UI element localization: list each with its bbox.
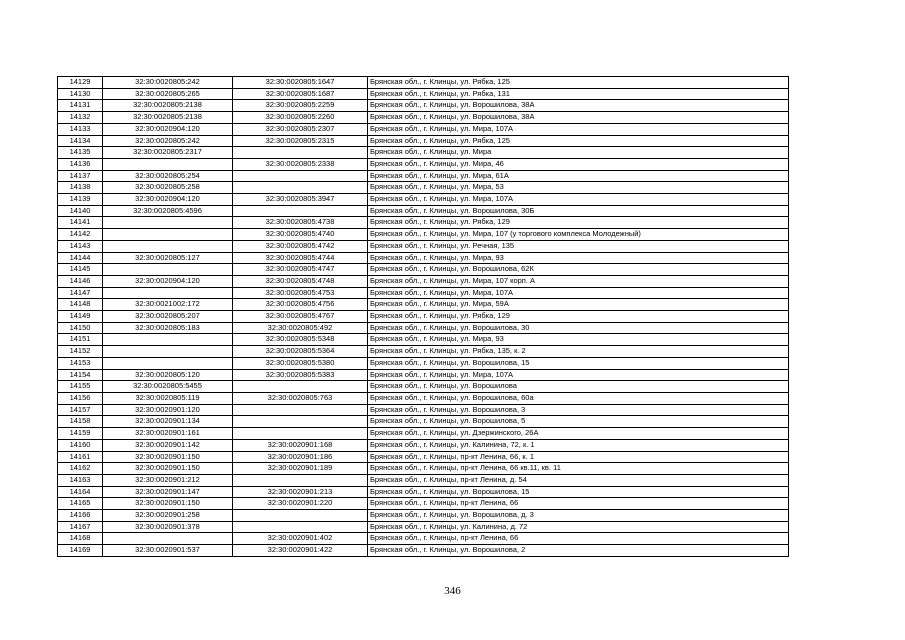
- land-cadastral-number-cell: 32:30:0020805:254: [103, 170, 233, 182]
- land-cadastral-number-cell: 32:30:0020901:212: [103, 474, 233, 486]
- row-number-cell: 14132: [58, 112, 103, 124]
- land-cadastral-number-cell: 32:30:0020904:120: [103, 123, 233, 135]
- building-cadastral-number-cell: 32:30:0020805:4742: [233, 240, 368, 252]
- land-cadastral-number-cell: 32:30:0020901:147: [103, 486, 233, 498]
- row-number-cell: 14160: [58, 439, 103, 451]
- table-row: [58, 463, 789, 475]
- address-cell: Брянская обл., г. Клинцы, ул. Мира: [368, 147, 789, 159]
- address-cell: Брянская обл., г. Клинцы, ул. Ворошилова, д. 3: [368, 510, 789, 522]
- land-cadastral-number-cell: 32:30:0020805:265: [103, 88, 233, 100]
- row-number-cell: 14164: [58, 486, 103, 498]
- address-cell: Брянская обл., г. Клинцы, ул. Рябка, 135, к. 2: [368, 346, 789, 358]
- land-cadastral-number-cell: 32:30:0020901:150: [103, 498, 233, 510]
- row-number-cell: 14158: [58, 416, 103, 428]
- building-cadastral-number-cell: [233, 510, 368, 522]
- building-cadastral-number-cell: [233, 428, 368, 440]
- land-cadastral-number-cell: [103, 533, 233, 545]
- land-cadastral-number-cell: 32:30:0020901:161: [103, 428, 233, 440]
- address-cell: Брянская обл., г. Клинцы, ул. Мира, 107А: [368, 287, 789, 299]
- table-row: [58, 88, 789, 100]
- row-number-cell: 14135: [58, 147, 103, 159]
- table-row: [58, 428, 789, 440]
- table-row: [58, 416, 789, 428]
- building-cadastral-number-cell: 32:30:0020805:492: [233, 322, 368, 334]
- address-cell: Брянская обл., г. Клинцы, ул. Ворошилова, 38А: [368, 112, 789, 124]
- land-cadastral-number-cell: [103, 334, 233, 346]
- building-cadastral-number-cell: 32:30:0020805:1687: [233, 88, 368, 100]
- row-number-cell: 14166: [58, 510, 103, 522]
- address-cell: Брянская обл., г. Клинцы, ул. Мира, 107А: [368, 123, 789, 135]
- row-number-cell: 14141: [58, 217, 103, 229]
- row-number-cell: 14130: [58, 88, 103, 100]
- land-cadastral-number-cell: 32:30:0020901:134: [103, 416, 233, 428]
- building-cadastral-number-cell: 32:30:0020805:4747: [233, 264, 368, 276]
- row-number-cell: 14131: [58, 100, 103, 112]
- land-cadastral-number-cell: 32:30:0020901:537: [103, 545, 233, 557]
- row-number-cell: 14143: [58, 240, 103, 252]
- table-row: [58, 392, 789, 404]
- table-row: [58, 158, 789, 170]
- table-row: [58, 322, 789, 334]
- address-cell: Брянская обл., г. Клинцы, ул. Ворошилова, 38А: [368, 100, 789, 112]
- address-cell: Брянская обл., г. Клинцы, ул. Ворошилова, 3: [368, 404, 789, 416]
- row-number-cell: 14134: [58, 135, 103, 147]
- table-row: [58, 217, 789, 229]
- address-cell: Брянская обл., г. Клинцы, ул. Ворошилова, 15: [368, 357, 789, 369]
- table-row: [58, 439, 789, 451]
- land-cadastral-number-cell: 32:30:0020805:5455: [103, 381, 233, 393]
- building-cadastral-number-cell: 32:30:0020805:5348: [233, 334, 368, 346]
- building-cadastral-number-cell: 32:30:0020805:2338: [233, 158, 368, 170]
- building-cadastral-number-cell: [233, 416, 368, 428]
- address-cell: Брянская обл., г. Клинцы, ул. Рябка, 129: [368, 311, 789, 323]
- land-cadastral-number-cell: 32:30:0020805:242: [103, 77, 233, 89]
- address-cell: Брянская обл., г. Клинцы, пр-кт Ленина, 66: [368, 498, 789, 510]
- building-cadastral-number-cell: [233, 205, 368, 217]
- address-cell: Брянская обл., г. Клинцы, ул. Мира, 107А: [368, 194, 789, 206]
- address-cell: Брянская обл., г. Клинцы, ул. Калинина, 72, к. 1: [368, 439, 789, 451]
- registry-body: [58, 77, 789, 557]
- table-row: [58, 451, 789, 463]
- building-cadastral-number-cell: 32:30:0020805:2259: [233, 100, 368, 112]
- land-cadastral-number-cell: [103, 217, 233, 229]
- table-row: [58, 182, 789, 194]
- row-number-cell: 14142: [58, 229, 103, 241]
- land-cadastral-number-cell: 32:30:0020901:150: [103, 463, 233, 475]
- table-row: [58, 474, 789, 486]
- building-cadastral-number-cell: 32:30:0020805:5383: [233, 369, 368, 381]
- building-cadastral-number-cell: 32:30:0020805:4753: [233, 287, 368, 299]
- table-row: [58, 100, 789, 112]
- land-cadastral-number-cell: 32:30:0020805:207: [103, 311, 233, 323]
- row-number-cell: 14150: [58, 322, 103, 334]
- address-cell: Брянская обл., г. Клинцы, ул. Ворошилова, 30Б: [368, 205, 789, 217]
- address-cell: Брянская обл., г. Клинцы, ул. Ворошилова, 60а: [368, 392, 789, 404]
- row-number-cell: 14162: [58, 463, 103, 475]
- address-cell: Брянская обл., г. Клинцы, ул. Рябка, 125: [368, 135, 789, 147]
- building-cadastral-number-cell: 32:30:0020805:4740: [233, 229, 368, 241]
- building-cadastral-number-cell: 32:30:0020805:763: [233, 392, 368, 404]
- address-cell: Брянская обл., г. Клинцы, ул. Ворошилова: [368, 381, 789, 393]
- address-cell: Брянская обл., г. Клинцы, ул. Ворошилова, 2: [368, 545, 789, 557]
- building-cadastral-number-cell: 32:30:0020901:189: [233, 463, 368, 475]
- row-number-cell: 14136: [58, 158, 103, 170]
- building-cadastral-number-cell: 32:30:0020805:4738: [233, 217, 368, 229]
- land-cadastral-number-cell: [103, 240, 233, 252]
- address-cell: Брянская обл., г. Клинцы, ул. Калинина, д. 72: [368, 521, 789, 533]
- row-number-cell: 14169: [58, 545, 103, 557]
- land-cadastral-number-cell: 32:30:0020901:120: [103, 404, 233, 416]
- land-cadastral-number-cell: 32:30:0020805:2138: [103, 112, 233, 124]
- building-cadastral-number-cell: 32:30:0020901:186: [233, 451, 368, 463]
- address-cell: Брянская обл., г. Клинцы, пр-кт Ленина, 66 кв.11, кв. 11: [368, 463, 789, 475]
- row-number-cell: 14155: [58, 381, 103, 393]
- table-row: [58, 545, 789, 557]
- row-number-cell: 14161: [58, 451, 103, 463]
- table-row: [58, 264, 789, 276]
- land-cadastral-number-cell: 32:30:0020901:378: [103, 521, 233, 533]
- building-cadastral-number-cell: 32:30:0020805:1647: [233, 77, 368, 89]
- row-number-cell: 14157: [58, 404, 103, 416]
- table-row: [58, 287, 789, 299]
- table-row: [58, 357, 789, 369]
- land-cadastral-number-cell: 32:30:0020805:183: [103, 322, 233, 334]
- building-cadastral-number-cell: [233, 182, 368, 194]
- address-cell: Брянская обл., г. Клинцы, пр-кт Ленина, 66: [368, 533, 789, 545]
- building-cadastral-number-cell: 32:30:0020901:422: [233, 545, 368, 557]
- row-number-cell: 14137: [58, 170, 103, 182]
- address-cell: Брянская обл., г. Клинцы, ул. Мира, 46: [368, 158, 789, 170]
- address-cell: Брянская обл., г. Клинцы, ул. Мира, 93: [368, 334, 789, 346]
- building-cadastral-number-cell: 32:30:0020901:168: [233, 439, 368, 451]
- building-cadastral-number-cell: [233, 381, 368, 393]
- land-cadastral-number-cell: 32:30:0020904:120: [103, 275, 233, 287]
- row-number-cell: 14153: [58, 357, 103, 369]
- table-row: [58, 147, 789, 159]
- table-row: [58, 135, 789, 147]
- address-cell: Брянская обл., г. Клинцы, ул. Мира, 107 корп. А: [368, 275, 789, 287]
- address-cell: Брянская обл., г. Клинцы, ул. Мира, 107А: [368, 369, 789, 381]
- page-number: 346: [444, 585, 461, 597]
- row-number-cell: 14140: [58, 205, 103, 217]
- land-cadastral-number-cell: [103, 229, 233, 241]
- land-cadastral-number-cell: 32:30:0020805:119: [103, 392, 233, 404]
- building-cadastral-number-cell: 32:30:0020805:2315: [233, 135, 368, 147]
- land-cadastral-number-cell: [103, 287, 233, 299]
- land-cadastral-number-cell: [103, 357, 233, 369]
- table-row: [58, 510, 789, 522]
- row-number-cell: 14165: [58, 498, 103, 510]
- row-number-cell: 14149: [58, 311, 103, 323]
- building-cadastral-number-cell: [233, 404, 368, 416]
- table-row: [58, 170, 789, 182]
- address-cell: Брянская обл., г. Клинцы, ул. Рябка, 131: [368, 88, 789, 100]
- table-row: [58, 486, 789, 498]
- row-number-cell: 14147: [58, 287, 103, 299]
- building-cadastral-number-cell: 32:30:0020805:4756: [233, 299, 368, 311]
- land-cadastral-number-cell: [103, 158, 233, 170]
- row-number-cell: 14163: [58, 474, 103, 486]
- land-cadastral-number-cell: 32:30:0020901:142: [103, 439, 233, 451]
- building-cadastral-number-cell: [233, 521, 368, 533]
- table-row: [58, 194, 789, 206]
- table-row: [58, 299, 789, 311]
- row-number-cell: 14152: [58, 346, 103, 358]
- address-cell: Брянская обл., г. Клинцы, пр-кт Ленина, 66, к. 1: [368, 451, 789, 463]
- land-cadastral-number-cell: 32:30:0020904:120: [103, 194, 233, 206]
- land-cadastral-number-cell: 32:30:0020805:120: [103, 369, 233, 381]
- building-cadastral-number-cell: 32:30:0020805:4767: [233, 311, 368, 323]
- land-cadastral-number-cell: [103, 264, 233, 276]
- table-row: [58, 123, 789, 135]
- building-cadastral-number-cell: 32:30:0020805:4744: [233, 252, 368, 264]
- building-cadastral-number-cell: 32:30:0020805:2260: [233, 112, 368, 124]
- row-number-cell: 14133: [58, 123, 103, 135]
- address-cell: Брянская обл., г. Клинцы, ул. Ворошилова, 5: [368, 416, 789, 428]
- land-cadastral-number-cell: 32:30:0020805:2317: [103, 147, 233, 159]
- building-cadastral-number-cell: 32:30:0020805:3947: [233, 194, 368, 206]
- row-number-cell: 14146: [58, 275, 103, 287]
- table-row: [58, 369, 789, 381]
- address-cell: Брянская обл., г. Клинцы, ул. Речная, 135: [368, 240, 789, 252]
- table-row: [58, 311, 789, 323]
- table-row: [58, 498, 789, 510]
- address-cell: Брянская обл., г. Клинцы, пр-кт Ленина, д. 54: [368, 474, 789, 486]
- address-cell: Брянская обл., г. Клинцы, ул. Ворошилова, 15: [368, 486, 789, 498]
- land-cadastral-number-cell: 32:30:0020805:2138: [103, 100, 233, 112]
- land-cadastral-number-cell: 32:30:0020805:242: [103, 135, 233, 147]
- row-number-cell: 14156: [58, 392, 103, 404]
- row-number-cell: 14159: [58, 428, 103, 440]
- building-cadastral-number-cell: 32:30:0020901:213: [233, 486, 368, 498]
- building-cadastral-number-cell: 32:30:0020805:4748: [233, 275, 368, 287]
- building-cadastral-number-cell: 32:30:0020901:220: [233, 498, 368, 510]
- row-number-cell: 14148: [58, 299, 103, 311]
- table-row: [58, 381, 789, 393]
- address-cell: Брянская обл., г. Клинцы, ул. Мира, 93: [368, 252, 789, 264]
- land-cadastral-number-cell: 32:30:0020805:258: [103, 182, 233, 194]
- land-cadastral-number-cell: 32:30:0020901:258: [103, 510, 233, 522]
- table-row: [58, 77, 789, 89]
- address-cell: Брянская обл., г. Клинцы, ул. Ворошилова, 30: [368, 322, 789, 334]
- land-cadastral-number-cell: 32:30:0020805:127: [103, 252, 233, 264]
- table-row: [58, 521, 789, 533]
- building-cadastral-number-cell: [233, 147, 368, 159]
- building-cadastral-number-cell: [233, 170, 368, 182]
- address-cell: Брянская обл., г. Клинцы, ул. Мира, 61А: [368, 170, 789, 182]
- land-cadastral-number-cell: 32:30:0020901:150: [103, 451, 233, 463]
- address-cell: Брянская обл., г. Клинцы, ул. Ворошилова, 62К: [368, 264, 789, 276]
- table-row: [58, 112, 789, 124]
- land-cadastral-number-cell: 32:30:0021002:172: [103, 299, 233, 311]
- row-number-cell: 14139: [58, 194, 103, 206]
- address-cell: Брянская обл., г. Клинцы, ул. Мира, 59А: [368, 299, 789, 311]
- table-row: [58, 240, 789, 252]
- address-cell: Брянская обл., г. Клинцы, ул. Рябка, 125: [368, 77, 789, 89]
- row-number-cell: 14167: [58, 521, 103, 533]
- land-cadastral-number-cell: [103, 346, 233, 358]
- building-cadastral-number-cell: 32:30:0020901:402: [233, 533, 368, 545]
- address-cell: Брянская обл., г. Клинцы, ул. Рябка, 129: [368, 217, 789, 229]
- row-number-cell: 14138: [58, 182, 103, 194]
- table-row: [58, 346, 789, 358]
- row-number-cell: 14129: [58, 77, 103, 89]
- building-cadastral-number-cell: 32:30:0020805:5364: [233, 346, 368, 358]
- table-row: [58, 229, 789, 241]
- row-number-cell: 14154: [58, 369, 103, 381]
- table-row: [58, 252, 789, 264]
- building-cadastral-number-cell: 32:30:0020805:5380: [233, 357, 368, 369]
- row-number-cell: 14151: [58, 334, 103, 346]
- address-cell: Брянская обл., г. Клинцы, ул. Дзержинского, 26А: [368, 428, 789, 440]
- building-cadastral-number-cell: [233, 474, 368, 486]
- land-cadastral-number-cell: 32:30:0020805:4596: [103, 205, 233, 217]
- row-number-cell: 14145: [58, 264, 103, 276]
- building-cadastral-number-cell: 32:30:0020805:2307: [233, 123, 368, 135]
- table-row: [58, 205, 789, 217]
- table-row: [58, 404, 789, 416]
- table-row: [58, 275, 789, 287]
- table-row: [58, 334, 789, 346]
- address-cell: Брянская обл., г. Клинцы, ул. Мира, 53: [368, 182, 789, 194]
- table-row: [58, 533, 789, 545]
- row-number-cell: 14144: [58, 252, 103, 264]
- address-cell: Брянская обл., г. Клинцы, ул. Мира, 107 (у торгового комплекса Молодежный): [368, 229, 789, 241]
- registry-table: [57, 76, 789, 557]
- row-number-cell: 14168: [58, 533, 103, 545]
